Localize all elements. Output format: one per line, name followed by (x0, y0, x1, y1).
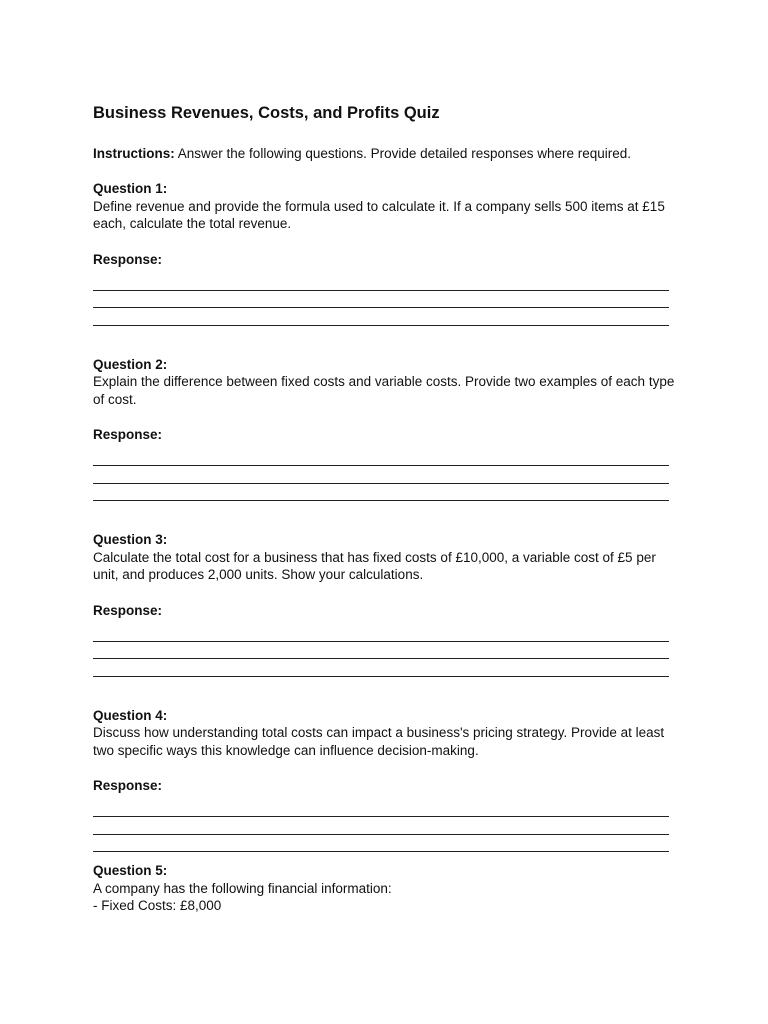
spacer (93, 501, 683, 531)
response-line[interactable] (93, 484, 669, 502)
instructions-text: Answer the following questions. Provide detailed responses where required. (174, 146, 632, 161)
response-line[interactable] (93, 291, 669, 309)
question-text: Calculate the total cost for a business that has fixed costs of £10,000, a variable cost of £5 per unit, and produces 2,000 units. Show your calculations. (93, 549, 656, 582)
response-line[interactable] (93, 466, 669, 484)
question-text: Define revenue and provide the formula used to calculate it. If a company sells 500 items at £15 each, calculate the total revenue. (93, 198, 665, 231)
response-line[interactable] (93, 642, 669, 660)
question-text: Explain the difference between fixed costs and variable costs. Provide two examples of each type of cost. (93, 374, 675, 407)
spacer (93, 852, 683, 862)
response-label: Response: (93, 427, 163, 442)
question-text: A company has the following financial information: (93, 880, 392, 896)
response-line[interactable] (93, 817, 669, 835)
response-lines[interactable] (93, 449, 683, 502)
quiz-content (93, 101, 683, 915)
spacer (93, 326, 683, 356)
question-2 (93, 356, 683, 502)
response-line[interactable] (93, 659, 669, 677)
instructions (93, 145, 683, 163)
response-lines[interactable] (93, 624, 683, 677)
response-line[interactable] (93, 273, 669, 291)
question-text: Discuss how understanding total costs can impact a business's pricing strategy. Provide at least two specific ways this knowledge can influence decision-making. (93, 725, 665, 758)
question-label: Question 1: (93, 181, 168, 196)
response-lines[interactable] (93, 273, 683, 326)
response-line[interactable] (93, 308, 669, 326)
question-label: Question 3: (93, 532, 168, 547)
response-line[interactable] (93, 835, 669, 853)
document-title: Business Revenues, Costs, and Profits Quiz (93, 104, 440, 122)
financial-info-item: - Fixed Costs: £8,000 (93, 898, 222, 913)
response-line[interactable] (93, 449, 669, 467)
instructions-label: Instructions: (93, 146, 175, 161)
response-line[interactable] (93, 800, 669, 818)
question-label: Question 4: (93, 707, 168, 723)
spacer (93, 677, 683, 707)
question-5 (93, 862, 683, 915)
response-line[interactable] (93, 624, 669, 642)
response-label: Response: (93, 251, 163, 267)
question-3 (93, 531, 683, 677)
response-label: Response: (93, 778, 163, 793)
question-label: Question 2: (93, 356, 168, 372)
response-lines[interactable] (93, 800, 683, 853)
question-4 (93, 707, 683, 853)
response-label: Response: (93, 602, 163, 618)
question-label: Question 5: (93, 863, 168, 878)
question-1 (93, 180, 683, 326)
